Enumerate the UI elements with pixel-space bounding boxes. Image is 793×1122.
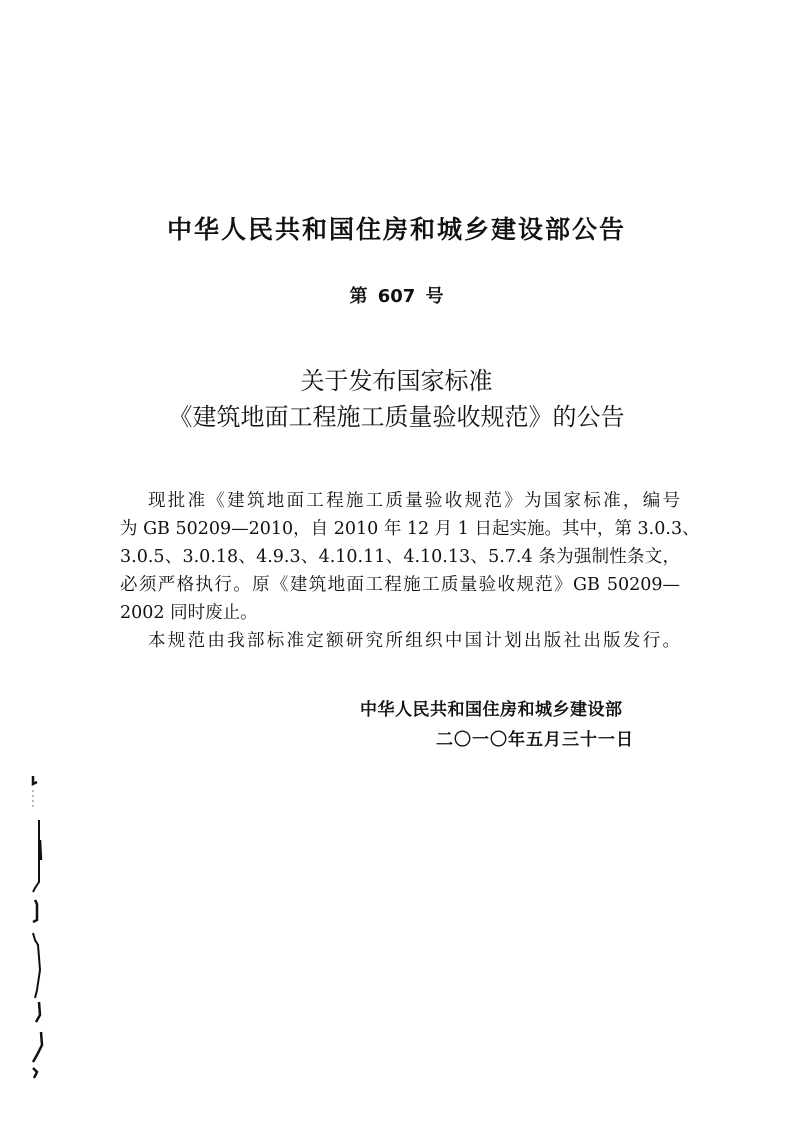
body-line: 2002 同时废止。 [120,603,258,623]
body-line: 3.0.5、3.0.18、4.9.3、4.10.11、4.10.13、5.7.4 条为强制性条文， [120,547,680,567]
body-line: 为 GB 50209—2010，自 2010 年 12 月 1 日起实施。其中，第 3.0.3、 [120,519,700,539]
announcement-title: 中华人民共和国住房和城乡建设部公告 [166,215,626,244]
body-line: 现批准《建筑地面工程施工质量验收规范》为国家标准，编号 [148,491,680,511]
scan-binding-edge-marks [28,770,58,1080]
announcement-number: 第 607 号 [349,286,444,307]
signature-organization: 中华人民共和国住房和城乡建设部 [360,700,623,720]
announcement-subtitle-line-1: 关于发布国家标准 [300,367,493,395]
announcement-subtitle-line-2: 《建筑地面工程施工质量验收规范》的公告 [168,403,625,431]
body-line: 本规范由我部标准定额研究所组织中国计划出版社出版发行。 [148,631,680,651]
body-line: 必须严格执行。原《建筑地面工程施工质量验收规范》GB 50209— [120,575,680,595]
signature-date: 二〇一〇年五月三十一日 [436,730,634,750]
